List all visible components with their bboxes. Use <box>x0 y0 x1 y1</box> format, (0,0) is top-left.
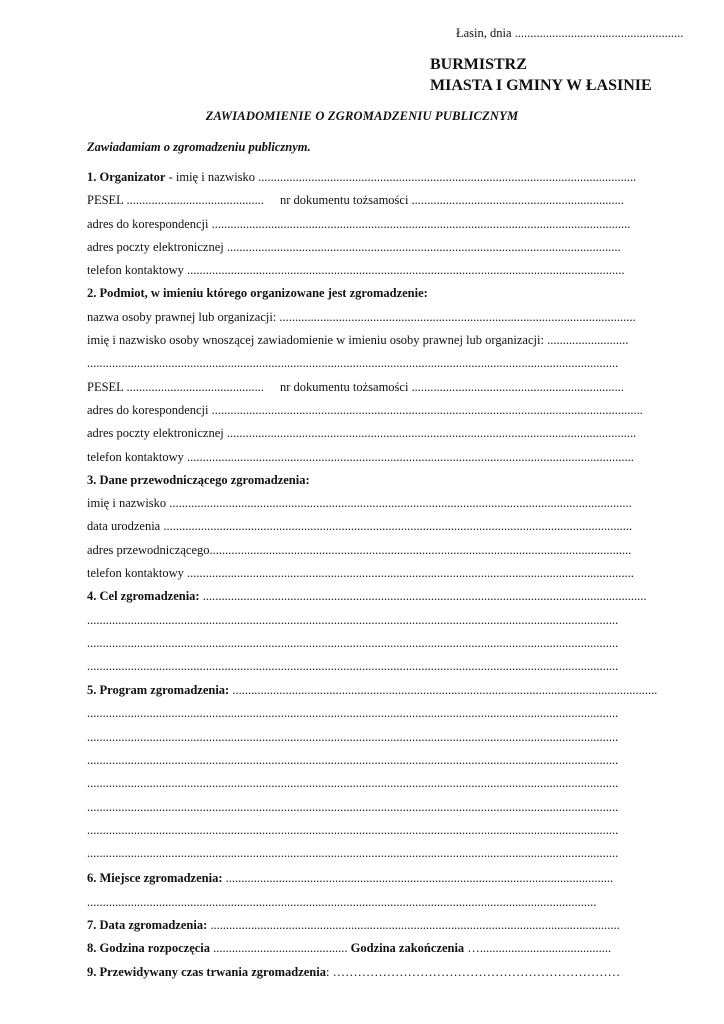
purpose-line[interactable]: .......................................................................................................................................................................... <box>87 659 619 674</box>
section-heading: 7. Data zgromadzenia: <box>87 918 208 932</box>
organizer-id-row <box>87 189 669 212</box>
chair-birth-date-field[interactable]: data urodzenia ...................................................................................................................................................... <box>87 519 633 534</box>
program-line[interactable]: .......................................................................................................................................................................... <box>87 846 619 861</box>
chair-name-field[interactable]: imię i nazwisko .................................................................................................................................................... <box>87 496 632 511</box>
section-9-heading <box>87 961 669 984</box>
representative-name-field[interactable]: imię i nazwisko osoby wnoszącej zawiadomienie w imieniu osoby prawnej lub organizacji: .......................... <box>87 333 629 348</box>
program-line[interactable]: .......................................................................................................................................................................... <box>87 822 619 837</box>
representative-pesel-field[interactable]: PESEL ............................................ <box>87 379 264 394</box>
organizer-pesel-field[interactable]: PESEL ............................................ <box>87 193 264 208</box>
section-heading: 5. Program zgromadzenia: <box>87 683 230 698</box>
form-body <box>87 166 669 984</box>
purpose-line[interactable]: .......................................................................................................................................................................... <box>87 635 619 650</box>
entity-address-field[interactable]: adres do korespondencji .......................................................................................................................................... <box>87 402 643 417</box>
section-1-heading <box>87 166 669 189</box>
section-heading: 9. Przewidywany czas trwania zgromadzenia <box>87 964 326 979</box>
chair-address-field[interactable]: adres przewodniczącego....................................................................................................................................... <box>87 542 632 557</box>
location-field[interactable]: ............................................................................................................................ <box>222 871 614 886</box>
section-6-heading <box>87 867 669 890</box>
program-line[interactable]: .......................................................................................................................................................................... <box>87 706 619 721</box>
duration-field[interactable]: : …………………………………………………………… <box>325 964 621 979</box>
section-heading: 8. Godzina rozpoczęcia <box>87 941 211 956</box>
program-field[interactable]: ........................................................................................................................................ <box>229 683 658 698</box>
purpose-field[interactable]: .............................................................................................................................................. <box>199 589 647 604</box>
end-time-label: Godzina zakończenia <box>350 941 465 956</box>
addressee-line: BURMISTRZ <box>430 56 527 73</box>
representative-name-continuation[interactable]: .......................................................................................................................................................................... <box>87 356 619 371</box>
end-time-field[interactable]: ….......................................... <box>464 941 612 956</box>
section-8-heading <box>87 937 669 960</box>
organizer-address-field[interactable]: adres do korespondencji ...................................................................................................................................... <box>87 216 631 231</box>
date-field[interactable]: ................................................................................................................................... <box>207 918 620 932</box>
program-line[interactable]: .......................................................................................................................................................................... <box>87 752 619 767</box>
representative-document-field[interactable]: nr dokumentu tożsamości .................................................................... <box>279 379 625 394</box>
section-3-heading: 3. Dane przewodniczącego zgromadzenia: <box>87 472 310 487</box>
organizer-email-field[interactable]: adres poczty elektronicznej .............................................................................................................................. <box>87 239 621 254</box>
organizer-phone-field[interactable]: telefon kontaktowy ............................................................................................................................................ <box>87 263 625 278</box>
organizer-document-field[interactable]: nr dokumentu tożsamości .................................................................... <box>279 193 625 208</box>
section-heading: 1. Organizator <box>87 170 166 184</box>
organizer-name-field[interactable]: - imię i nazwisko ......................................................................................................................... <box>165 170 637 184</box>
program-line[interactable]: .......................................................................................................................................................................... <box>87 729 619 744</box>
document-title: ZAWIADOMIENIE O ZGROMADZENIU PUBLICZNYM <box>205 109 519 123</box>
section-heading: 4. Cel zgromadzenia: <box>87 589 200 604</box>
intro-statement: Zawiadamiam o zgromadzeniu publicznym. <box>87 140 311 154</box>
section-heading: 6. Miejsce zgromadzenia: <box>87 871 223 886</box>
start-time-field[interactable]: ........................................... <box>210 941 351 956</box>
addressee-line: MIASTA I GMINY W ŁASINIE <box>430 77 652 94</box>
section-4-heading <box>87 585 669 608</box>
program-line[interactable]: .......................................................................................................................................................................... <box>87 799 619 814</box>
chair-phone-field[interactable]: telefon kontaktowy ............................................................................................................................................... <box>87 566 634 581</box>
section-2-heading: 2. Podmiot, w imieniu którego organizowane jest zgromadzenie: <box>87 286 428 301</box>
representative-id-row <box>87 376 669 399</box>
purpose-line[interactable]: .......................................................................................................................................................................... <box>87 612 619 627</box>
entity-email-field[interactable]: adres poczty elektronicznej ................................................................................................................................... <box>87 426 637 441</box>
entity-name-field[interactable]: nazwa osoby prawnej lub organizacji: .................................................................................................................. <box>87 309 636 324</box>
entity-phone-field[interactable]: telefon kontaktowy ............................................................................................................................................... <box>87 449 634 464</box>
program-line[interactable]: .......................................................................................................................................................................... <box>87 776 619 791</box>
addressee-block <box>430 54 652 96</box>
place-date-field[interactable]: Łasin, dnia ...................................................... <box>456 26 684 40</box>
section-7-heading <box>87 914 669 937</box>
location-line[interactable]: ................................................................................................................................................................... <box>87 894 597 909</box>
section-5-heading <box>87 679 669 702</box>
